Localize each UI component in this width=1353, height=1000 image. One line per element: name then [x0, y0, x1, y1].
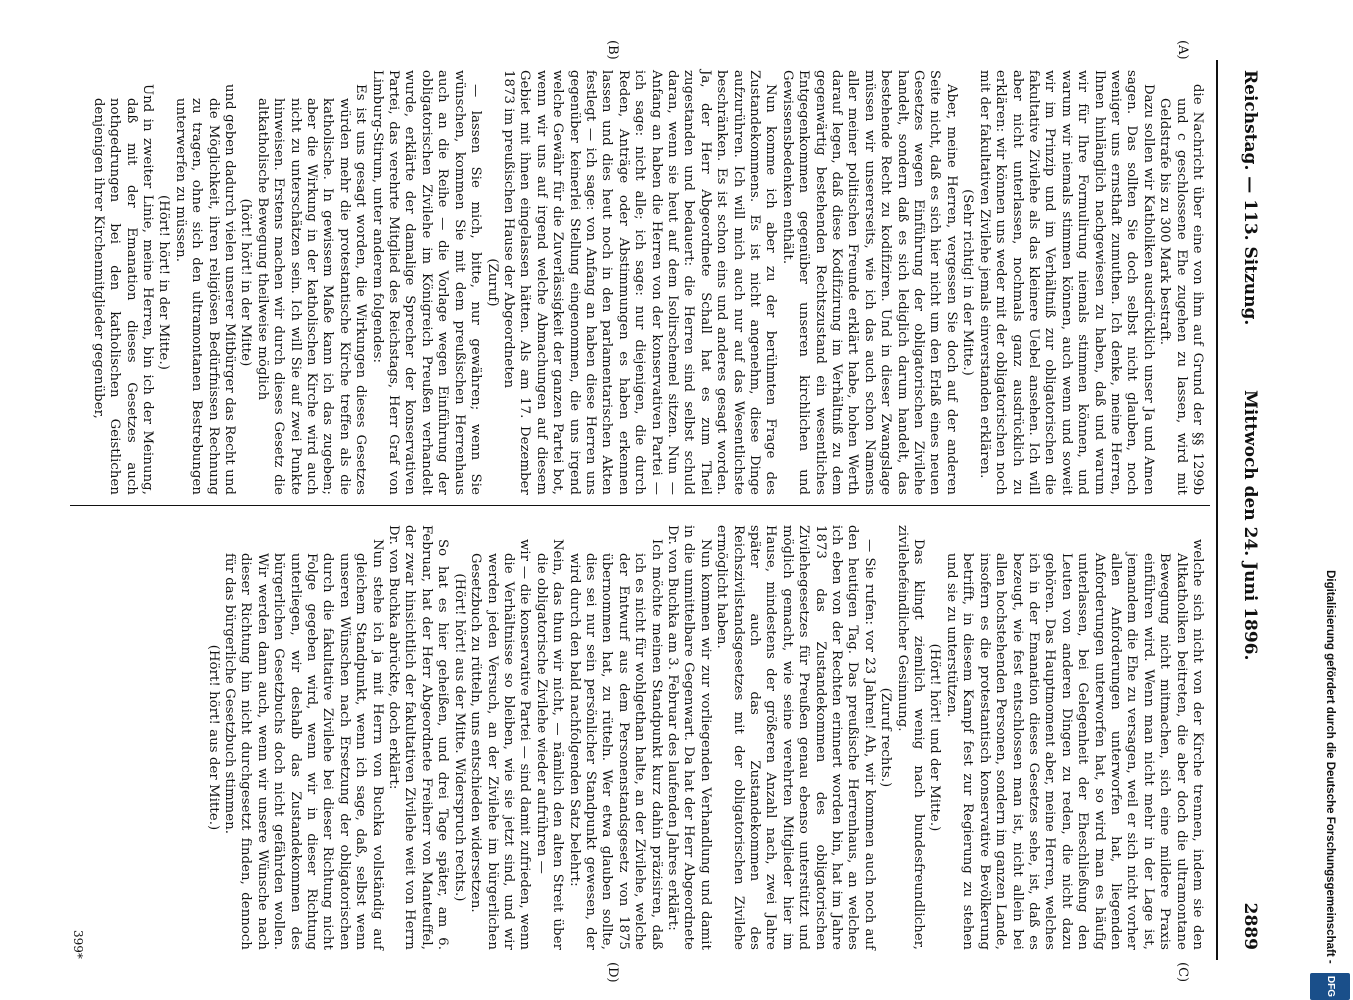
digitization-text: Digitalisierung gefördert durch die Deutsche Forschungsgemeinschaft -: [1323, 570, 1336, 964]
margin-marker-a: (A): [1175, 40, 1190, 60]
right-paragraph: So hat es hier geheißen, und drei Tage später, am 6. Februar, hat der Herr Abgeordnete Freiherr von Manteuffel, der zwar hinsichtlich der fakultativen Zivilehe weit von Herrn Dr. von Buchka abrückte, doch erklärt:: [386, 525, 451, 950]
dfg-logo-icon: DFG: [1310, 973, 1350, 1000]
margin-marker-c: (C): [1175, 962, 1190, 983]
right-paragraph: (Zuruf rechts.): [878, 687, 894, 788]
left-paragraph: die Nachricht über eine von ihm auf Grund der §§ 1299b und c geschlossene Ehe zugehen zu lassen, wird mit Geldstrafe bis zu 300 Mark bestraft.: [1157, 84, 1205, 495]
left-column: [89, 70, 1205, 495]
right-paragraph: (Hört! hört! und der Mitte.): [927, 643, 943, 832]
header-rule: [1216, 60, 1218, 960]
left-paragraph: (Zuruf): [484, 258, 500, 307]
header-session: Reichstag. — 113. Sitzung.: [1240, 70, 1260, 326]
left-paragraph: (Sehr richtig! in der Mitte.): [960, 189, 976, 376]
left-paragraph: Dazu sollen wir Katholiken ausdrücklich unser Ja und Amen sagen. Das sollten Sie doch selbst nicht glauben, noch weniger uns ernsthaft zumuthen. Ich denke, meine Herren, Ihnen hinlänglich nachgewiesen zu haben, daß und warum wir für Ihre Formulirung niemals stimmen können, und warum wir niemals stimmen können, auch wenn und soweit wir im Prinzip und im Verhältniß zur obligatorischen die fakultative Zivilehe als das kleinere Uebel ansehen. Ich will aber nicht unterlassen, nochmals ganz ausdrücklich zu erklären: wir können uns weder mit der obligatorischen noch mit der fakultativen Zivilehe jemals einverstanden erklären.: [976, 70, 1156, 495]
right-paragraph: Ich möchte meinen Standpunkt kurz dahin präzisiren, daß ich es nicht für wohlgethan halte, an der Zivilehe, welche der Entwurf aus dem Personenstandsgesetz von 1875 übernommen hat, zu rütteln. Wer etwa glauben sollte, dies sei nur sein persönlicher Standpunkt gewesen, der wird durch den bald nachfolgenden Satz belehrt:: [566, 539, 664, 950]
right-paragraph: — Sie rufen: vor 23 Jahren! Ah, wir kommen auch noch auf den heutigen Tag. Das preußische Herrenhaus, an welches ich eben von der Rechten erinnert worden bin, hat im Jahre 1873 das Zustandekommen des obligatorischen Zivilehegesetzes für Preußen genau ebenso unterstützt und möglich gemacht, wie seine verehrten Mitglieder hier im Hause, mindestens der größeren Anzahl nach, zwei Jahre später auch das Zustandekommen des Reichszivilstandsgesetzes mit der obligatorischen Zivilehe ermöglicht haben.: [714, 525, 877, 950]
right-paragraph: Nun kommen wir zur vorliegenden Verhandlung und damit in die unmittelbare Gegenwart. Da hat der Herr Abgeordnete Dr. von Buchka am 3. Februar des laufenden Jahres erklärt:: [665, 525, 713, 950]
right-paragraph: Nun stehe ich ja mit Herrn von Buchka vollständig auf gleichem Standpunkt, wenn ich sage, daß, selbst wenn unseren Wünschen nach Ersetzung der obligatorischen durch die fakultative Zivilehe bei dieser Richtung nicht Folge gegeben wird, wenn wir in dieser Richtung unterliegen, wir deshalb das Zustandekommen des bürgerlichen Gesetzbuchs doch nicht gefährden wollen. Wir werden dann auch, wenn wir unsere Wünsche nach dieser Richtung hin nicht durchgesetzt finden, dennoch für das bürgerliche Gesetzbuch stimmen.: [222, 539, 385, 950]
right-paragraph: Das klingt ziemlich wenig nach bundesfreundlicher, zivilehefeindlicher Gesinnung.: [894, 525, 927, 950]
left-paragraph: Aber, meine Herren, vergessen Sie doch auf der anderen Seite nicht, daß es sich hier nicht um den Erlaß eines neuen Gesetzes wegen Einführung der obligatorischen Zivilehe handelt, sondern daß es sich lediglich darum handelt, das bestehende Recht zu kodifiziren. Und in dieser Zwangslage müssen wir unsererseits, wie ich das auch schon Namens aller meiner politischen Freunde erklärt habe, hohen Werth darauf legen, daß diese Kodifizirung im Verhältniß zu dem gegenwärtig bestehenden Rechtszustand ein wesentliches Entgegenkommen gegenüber unseren kirchlichen und Gewissensbedenken enthält.: [779, 70, 959, 495]
right-paragraph: (Hört! hört! aus der Mitte. Widerspruch rechts.): [451, 573, 467, 902]
page-signature: 399*: [71, 930, 85, 959]
right-paragraph: Nein, das thun wir nicht, — nämlich den alten Streit über die obligatorische Zivilehe wieder aufrühren —: [533, 539, 566, 950]
header-page-number: 2889: [1240, 902, 1260, 950]
left-paragraph: (Hört! hört! in der Mitte.): [156, 194, 172, 370]
page-header: [1230, 50, 1260, 960]
left-paragraph: Und in zweiter Linie, meine Herren, bin ich der Meinung, daß mit der Emanation dieses Gesetzes auch nothgedrungen bei den katholischen Geistlichen denjenigen ihrer Kirchenmitglieder gegenüber,: [90, 84, 155, 495]
digitization-strip: [1310, 0, 1350, 1000]
left-paragraph: (hört! hört! in der Mitte): [238, 198, 254, 367]
left-paragraph: Es ist uns gesagt worden, die Wirkungen dieses Gesetzes würden mehr die protestantische Kirche treffen als die katholische. In gewissem Maße kann ich das zugeben; aber die Wirkung in der katholischen Kirche wird auch nicht zu unterschätzen sein. Ich will Sie auf zwei Punkte hinweisen. Erstens machen wir durch dieses Gesetz die altkatholische Bewegung theilweise möglich: [254, 84, 369, 495]
right-paragraph: wir — die konservative Partei — sind damit zufrieden, wenn die Verhältnisse so bleiben, wie sie jetzt sind, und wir werden jeden Versuch, an der Zivilehe im bürgerlichen Gesetzbuch zu rütteln, uns entschieden widersetzen.: [468, 539, 533, 950]
left-paragraph: und geben dadurch vielen unserer Mitbürger das Recht und die Möglichkeit, ihren religiösen Bedürfnissen Rechnung zu tragen, ohne sich den ultramontanen Bestrebungen unterwerfen zu müssen.: [172, 84, 238, 495]
digitization-note: [1310, 0, 1350, 1000]
margin-marker-b: (B): [605, 40, 620, 60]
margin-marker-d: (D): [605, 962, 620, 983]
left-paragraph: — lassen Sie mich, bitte, nur gewähren; wenn Sie wünschen, kommen Sie mit dem preußischen Herrenhaus auch an die Reihe — die Vorlage wegen Einführung der obligatorischen Zivilehe im Königreich Preußen verhandelt wurde, erklärte der damalige Sprecher der konservativen Partei, das verehrte Mitglied des Reichstags, Herr Graf von Limburg-Stirum, unter anderem folgendes:: [369, 70, 484, 495]
header-date: Mittwoch den 24. Juni 1896.: [1240, 390, 1260, 661]
column-divider: [70, 505, 1210, 506]
right-paragraph: welche sich nicht von der Kirche trennen, indem sie den Altkatholiken beitreten, die aber doch die ultramontane Bewegung nicht mitmachen, sich eine mildere Praxis einführen wird. Wenn man nicht mehr in der Lage ist, jemandem die Ehe zu versagen, weil er sich nicht vorher allen Anforderungen unterworfen hat, liegenden Anforderungen unterworfen hat, so wird man es häufig unterlassen, bei Gelegenheit der Eheschließung den Leuten von anderen Dingen zu reden, die nicht dazu gehören. Das Hauptmoment aber, meine Herren, welches ich in der Emanation dieses Gesetzes sehe, ist, daß es bezeugt, wie fest entschlossen man ist, nicht allein bei allen hochstehenden Personen, sondern im ganzen Lande, insofern es die protestantisch konservative Bevölkerung betrifft, in diesem Kampf fest zur Regierung zu stehen und sie zu unterstützen.: [943, 539, 1205, 950]
right-paragraph: (Hört! hört! aus der Mitte.): [205, 644, 221, 831]
right-column: [204, 525, 1205, 950]
left-paragraph: Nun komme ich aber zu der berühmten Frage des Zustandekommens. Es ist nicht angenehm, diese Dinge aufzurühren. Ich will mich auch nur auf das Wesentlichste beschränken. Es ist schon eins und anderes gesagt worden. Ja, der Herr Abgeordnete Schall hat es zum Theil zugestanden und bedauert: die Herren sind selbst schuld daran, wenn sie heut auf dem Isolirschemel sitzen. Nun — Anfang an haben die Herren von der konservativen Partei — ich sage: nicht alle; ich sage: nur diejenigen, die durch Reden, Anträge oder Abstimmungen es haben erkennen lassen und dies heut noch in den parlamentarischen Akten festlegt — ich sage: von Anfang an haben diese Herren uns gegenüber keinerlei Stellung eingenommen, die uns irgend welche Gewähr für die Zuverlässigkeit der ganzen Partei bot, wenn wir uns auf irgend welche Abmachungen auf diesem Gebiet mit ihnen eingelassen hätten. Als am 17. Dezember 1873 im preußischen Hause der Abgeordneten: [500, 70, 779, 495]
